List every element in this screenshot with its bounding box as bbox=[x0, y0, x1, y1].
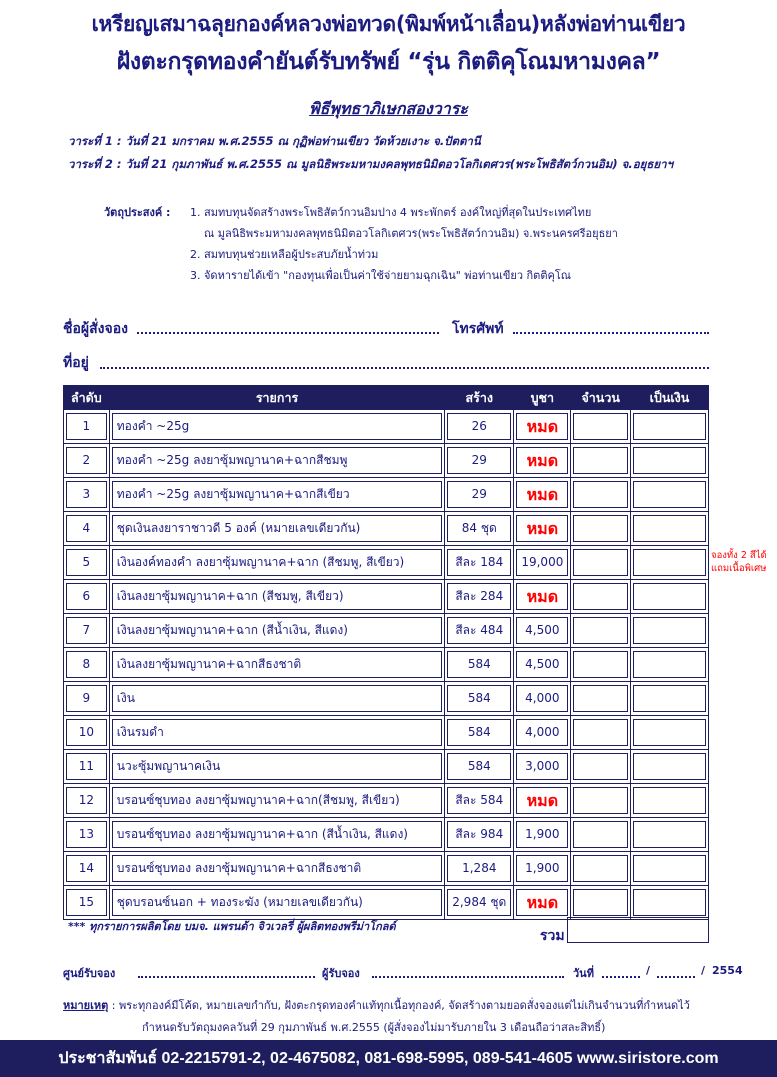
row-item-cell bbox=[109, 818, 444, 852]
receiver-field[interactable] bbox=[372, 976, 564, 978]
row-amount-field[interactable] bbox=[633, 719, 706, 746]
row-number-cell bbox=[64, 580, 110, 614]
row-made: 584 bbox=[447, 685, 511, 712]
row-price: หมด bbox=[516, 481, 568, 508]
row-made: 2,984 ชุด bbox=[447, 889, 511, 916]
center-field[interactable] bbox=[138, 976, 315, 978]
remark-text-1: : พระทุกองค์มีโค้ด, หมายเลขกำกับ, ฝังตะกรุดทองคำแท้ทุกเนื้อทุกองค์, จัดสร้างตามยอดสั่งจองแต่ไม่เกินจำนวนที่กำหนดไว้ bbox=[111, 999, 690, 1012]
row-price-cell bbox=[514, 682, 571, 716]
row-item-cell bbox=[109, 852, 444, 886]
row-price-cell bbox=[514, 410, 571, 444]
table-row bbox=[64, 852, 709, 886]
date-separator-2: / bbox=[701, 964, 706, 977]
row-number-cell bbox=[64, 852, 110, 886]
row-price: หมด bbox=[516, 413, 568, 440]
row-made-cell bbox=[445, 512, 514, 546]
row-quantity-field[interactable] bbox=[573, 753, 628, 780]
header-amount: เป็นเงิน bbox=[630, 386, 708, 410]
row-made-cell bbox=[445, 682, 514, 716]
row-number-cell bbox=[64, 546, 110, 580]
row-price: หมด bbox=[516, 447, 568, 474]
row-number: 11 bbox=[66, 753, 107, 780]
row-quantity-cell bbox=[571, 444, 631, 478]
purpose-label: วัตถุประสงค์ : bbox=[104, 206, 171, 219]
date-day-field[interactable] bbox=[602, 976, 640, 978]
row-item-cell bbox=[109, 444, 444, 478]
row-amount-cell bbox=[630, 512, 708, 546]
row-price-cell bbox=[514, 818, 571, 852]
row-quantity-cell bbox=[571, 750, 631, 784]
row-made-cell bbox=[445, 444, 514, 478]
date-separator-1: / bbox=[646, 964, 651, 977]
order-table bbox=[63, 385, 709, 920]
row-made-cell bbox=[445, 784, 514, 818]
table-row bbox=[64, 410, 709, 444]
row-made-cell bbox=[445, 648, 514, 682]
header-quantity: จำนวน bbox=[571, 386, 631, 410]
date-label: วันที่ bbox=[573, 967, 594, 980]
remark-line-1 bbox=[63, 996, 690, 1014]
row-amount-field[interactable] bbox=[633, 515, 706, 542]
address-field[interactable] bbox=[100, 367, 709, 369]
row-item: ทองคำ ~25g bbox=[112, 413, 442, 440]
row-quantity-field[interactable] bbox=[573, 515, 628, 542]
row-amount-cell bbox=[630, 682, 708, 716]
row-item-cell bbox=[109, 512, 444, 546]
row-price-cell bbox=[514, 750, 571, 784]
total-field[interactable] bbox=[567, 917, 709, 943]
row-amount-field[interactable] bbox=[633, 413, 706, 440]
row-made: 584 bbox=[447, 753, 511, 780]
title-line-2: ฝังตะกรุดทองคำยันต์รับทรัพย์ “รุ่น กิตติคุโณมหามงคล” bbox=[116, 49, 661, 75]
row-number-cell bbox=[64, 886, 110, 920]
row-amount-cell bbox=[630, 886, 708, 920]
row-item: เงินลงยาซุ้มพญานาค+ฉาก (สีชมพู, สีเขียว) bbox=[112, 583, 442, 610]
row-quantity-cell bbox=[571, 716, 631, 750]
header-no: ลำดับ bbox=[64, 386, 110, 410]
row-amount-field[interactable] bbox=[633, 481, 706, 508]
row-item-cell bbox=[109, 478, 444, 512]
row-quantity-field[interactable] bbox=[573, 787, 628, 814]
row-amount-field[interactable] bbox=[633, 855, 706, 882]
row-price: หมด bbox=[516, 583, 568, 610]
row-quantity-field[interactable] bbox=[573, 617, 628, 644]
row-item-cell bbox=[109, 648, 444, 682]
row-price: 4,500 bbox=[516, 651, 568, 678]
row-item: เงินรมดำ bbox=[112, 719, 442, 746]
row-amount-cell bbox=[630, 444, 708, 478]
contact-footer: ประชาสัมพันธ์ 02-2215791-2, 02-4675082, 081-698-5995, 089-541-4605 www.siristore.com bbox=[0, 1040, 777, 1077]
row-price: หมด bbox=[516, 515, 568, 542]
row-made: สีละ 484 bbox=[447, 617, 511, 644]
row-quantity-field[interactable] bbox=[573, 481, 628, 508]
table-row bbox=[64, 478, 709, 512]
row-number-cell bbox=[64, 410, 110, 444]
row-item-cell bbox=[109, 886, 444, 920]
row-price-cell bbox=[514, 886, 571, 920]
row-number-cell bbox=[64, 716, 110, 750]
row-price-cell bbox=[514, 784, 571, 818]
table-row bbox=[64, 444, 709, 478]
date-year: 2554 bbox=[712, 964, 743, 977]
row-item: เงินลงยาซุ้มพญานาค+ฉาก (สีน้ำเงิน, สีแดง) bbox=[112, 617, 442, 644]
row-item-cell bbox=[109, 614, 444, 648]
row-made-cell bbox=[445, 886, 514, 920]
row-number: 12 bbox=[66, 787, 107, 814]
row-quantity-field[interactable] bbox=[573, 821, 628, 848]
date-month-field[interactable] bbox=[657, 976, 695, 978]
name-field[interactable] bbox=[137, 332, 439, 334]
row-number-cell bbox=[64, 444, 110, 478]
row-made: 1,284 bbox=[447, 855, 511, 882]
purpose-item-1-line-2: ณ มูลนิธิพระมหามงคลพุทธนิมิตอวโลกิเตศวร(พระโพธิสัตว์กวนอิม) จ.พระนครศรีอยุธยา bbox=[204, 227, 618, 240]
phone-label: โทรศัพท์ bbox=[452, 321, 504, 337]
row-number: 3 bbox=[66, 481, 107, 508]
row-quantity-cell bbox=[571, 614, 631, 648]
row-amount-cell bbox=[630, 580, 708, 614]
row-number-cell bbox=[64, 818, 110, 852]
row-item-cell bbox=[109, 580, 444, 614]
row-quantity-field[interactable] bbox=[573, 413, 628, 440]
row-price: 1,900 bbox=[516, 821, 568, 848]
row-quantity-cell bbox=[571, 478, 631, 512]
row-price-cell bbox=[514, 444, 571, 478]
row-item: ชุดบรอนซ์นอก + ทองระฆัง (หมายเลขเดียวกัน) bbox=[112, 889, 442, 916]
row-item-cell bbox=[109, 750, 444, 784]
row-item: ชุดเงินลงยาราชาวดี 5 องค์ (หมายเลขเดียวกัน) bbox=[112, 515, 442, 542]
row-amount-cell bbox=[630, 784, 708, 818]
row-made: 29 bbox=[447, 481, 511, 508]
row-quantity-field[interactable] bbox=[573, 651, 628, 678]
row-price-cell bbox=[514, 716, 571, 750]
table-row bbox=[64, 546, 709, 580]
row-amount-cell bbox=[630, 852, 708, 886]
row-quantity-cell bbox=[571, 852, 631, 886]
row-number-cell bbox=[64, 478, 110, 512]
center-label: ศูนย์รับจอง bbox=[63, 967, 116, 980]
header-price: บูชา bbox=[514, 386, 571, 410]
row-number: 1 bbox=[66, 413, 107, 440]
row-quantity-cell bbox=[571, 546, 631, 580]
row-amount-cell bbox=[630, 648, 708, 682]
row-price-cell bbox=[514, 478, 571, 512]
row-item-cell bbox=[109, 546, 444, 580]
row-price-cell bbox=[514, 614, 571, 648]
row-amount-cell bbox=[630, 818, 708, 852]
table-row bbox=[64, 818, 709, 852]
row-price: 4,000 bbox=[516, 685, 568, 712]
row-item: บรอนซ์ชุบทอง ลงยาซุ้มพญานาค+ฉากสีธงชาติ bbox=[112, 855, 442, 882]
row-made-cell bbox=[445, 410, 514, 444]
row-number: 6 bbox=[66, 583, 107, 610]
row-number: 5 bbox=[66, 549, 107, 576]
maker-note: *** ทุกรายการผลิตโดย บมจ. แพรนด้า จิวเวลรี่ ผู้ผลิตทองพรีม่าโกลด์ bbox=[68, 920, 396, 933]
row-quantity-field[interactable] bbox=[573, 889, 628, 916]
table-row bbox=[64, 580, 709, 614]
row-item: บรอนซ์ชุบทอง ลงยาซุ้มพญานาค+ฉาก(สีชมพู, สีเขียว) bbox=[112, 787, 442, 814]
row-price: 4,500 bbox=[516, 617, 568, 644]
title-line-1: เหรียญเสมาฉลุยกองค์หลวงพ่อทวด(พิมพ์หน้าเลื่อน)หลังพ่อท่านเขียว bbox=[91, 12, 686, 36]
row-made-cell bbox=[445, 852, 514, 886]
remark-label: หมายเหตุ bbox=[63, 999, 109, 1012]
row-quantity-cell bbox=[571, 512, 631, 546]
row-item: เงิน bbox=[112, 685, 442, 712]
row-number-cell bbox=[64, 512, 110, 546]
row-price-cell bbox=[514, 648, 571, 682]
receiver-label: ผู้รับจอง bbox=[322, 967, 360, 980]
header-made: สร้าง bbox=[445, 386, 514, 410]
row-amount-cell bbox=[630, 614, 708, 648]
row-number: 13 bbox=[66, 821, 107, 848]
remark-line-2: กำหนดรับวัตถุมงคลวันที่ 29 กุมภาพันธ์ พ.ศ.2555 (ผู้สั่งจองไม่มารับภายใน 3 เดือนถือว่าสละสิทธิ์) bbox=[142, 1021, 606, 1034]
row-number-cell bbox=[64, 614, 110, 648]
row-number-cell bbox=[64, 648, 110, 682]
ceremony-round-2: วาระที่ 2 : วันที่ 21 กุมภาพันธ์ พ.ศ.2555 ณ มูลนิธิพระมหามงคลพุทธนิมิตอวโลกิเตศวร(พระโพธิสัตว์กวนอิม) จ.อยุธยาฯ bbox=[68, 157, 674, 171]
purpose-item-1-line-1: 1. สมทบทุนจัดสร้างพระโพธิสัตว์กวนอิมปาง 4 พระพักตร์ องค์ใหญ่ที่สุดในประเทศไทย bbox=[190, 206, 592, 219]
row-made-cell bbox=[445, 750, 514, 784]
row-item: ทองคำ ~25g ลงยาซุ้มพญานาค+ฉากสีชมพู bbox=[112, 447, 442, 474]
row-made: สีละ 984 bbox=[447, 821, 511, 848]
row-quantity-cell bbox=[571, 784, 631, 818]
row-number: 8 bbox=[66, 651, 107, 678]
row-amount-cell bbox=[630, 410, 708, 444]
row-amount-field[interactable] bbox=[633, 617, 706, 644]
table-row bbox=[64, 682, 709, 716]
row-quantity-field[interactable] bbox=[573, 685, 628, 712]
row-number: 15 bbox=[66, 889, 107, 916]
row-amount-field[interactable] bbox=[633, 787, 706, 814]
table-row bbox=[64, 784, 709, 818]
purpose-item-2: 2. สมทบทุนช่วยเหลือผู้ประสบภัยน้ำท่วม bbox=[190, 248, 379, 261]
ceremony-subtitle: พิธีพุทธาภิเษกสองวาระ bbox=[309, 99, 468, 118]
row-made: สีละ 184 bbox=[447, 549, 511, 576]
row-price-cell bbox=[514, 580, 571, 614]
row-item-cell bbox=[109, 784, 444, 818]
row-made: สีละ 284 bbox=[447, 583, 511, 610]
header-item: รายการ bbox=[109, 386, 444, 410]
row-amount-field[interactable] bbox=[633, 889, 706, 916]
row-item: ทองคำ ~25g ลงยาซุ้มพญานาค+ฉากสีเขียว bbox=[112, 481, 442, 508]
side-note-line-2: แถมเนื้อพิเศษ bbox=[711, 563, 767, 574]
table-row bbox=[64, 648, 709, 682]
table-row bbox=[64, 716, 709, 750]
row-made-cell bbox=[445, 818, 514, 852]
row-made: สีละ 584 bbox=[447, 787, 511, 814]
row-made-cell bbox=[445, 546, 514, 580]
row-quantity-cell bbox=[571, 682, 631, 716]
row-amount-field[interactable] bbox=[633, 753, 706, 780]
row-quantity-cell bbox=[571, 410, 631, 444]
row-price: 3,000 bbox=[516, 753, 568, 780]
row-quantity-field[interactable] bbox=[573, 583, 628, 610]
address-label: ที่อยู่ bbox=[63, 355, 89, 371]
row-quantity-cell bbox=[571, 648, 631, 682]
row-number-cell bbox=[64, 784, 110, 818]
row-made: 584 bbox=[447, 719, 511, 746]
row-amount-field[interactable] bbox=[633, 651, 706, 678]
row-amount-field[interactable] bbox=[633, 447, 706, 474]
row-made-cell bbox=[445, 478, 514, 512]
row-made: 26 bbox=[447, 413, 511, 440]
row-price: 4,000 bbox=[516, 719, 568, 746]
total-label: รวม bbox=[540, 928, 565, 944]
side-note-line-1: จองทั้ง 2 สีได้ bbox=[711, 550, 767, 561]
row-made-cell bbox=[445, 716, 514, 750]
row-number: 10 bbox=[66, 719, 107, 746]
row-quantity-field[interactable] bbox=[573, 855, 628, 882]
purpose-item-3: 3. จัดหารายได้เข้า "กองทุนเพื่อเป็นค่าใช้จ่ายยามฉุกเฉิน" พ่อท่านเขียว กิตติคุโณ bbox=[190, 269, 571, 282]
row-item-cell bbox=[109, 410, 444, 444]
row-item: นวะซุ้มพญานาคเงิน bbox=[112, 753, 442, 780]
row-item: เงินองค์ทองคำ ลงยาซุ้มพญานาค+ฉาก (สีชมพู, สีเขียว) bbox=[112, 549, 442, 576]
row-quantity-field[interactable] bbox=[573, 549, 628, 576]
row-price-cell bbox=[514, 852, 571, 886]
row-price: หมด bbox=[516, 889, 568, 916]
row-made: 84 ชุด bbox=[447, 515, 511, 542]
table-row bbox=[64, 614, 709, 648]
row-number: 9 bbox=[66, 685, 107, 712]
row-amount-cell bbox=[630, 478, 708, 512]
row-made: 29 bbox=[447, 447, 511, 474]
row-amount-field[interactable] bbox=[633, 583, 706, 610]
row-amount-field[interactable] bbox=[633, 821, 706, 848]
row-quantity-cell bbox=[571, 886, 631, 920]
row-price-cell bbox=[514, 546, 571, 580]
row-amount-field[interactable] bbox=[633, 549, 706, 576]
ceremony-round-1: วาระที่ 1 : วันที่ 21 มกราคม พ.ศ.2555 ณ กุฏิพ่อท่านเขียว วัดห้วยเงาะ จ.ปัตตานี bbox=[68, 134, 481, 148]
table-row bbox=[64, 512, 709, 546]
row-amount-cell bbox=[630, 716, 708, 750]
row-made-cell bbox=[445, 614, 514, 648]
row-amount-cell bbox=[630, 750, 708, 784]
row-number: 2 bbox=[66, 447, 107, 474]
row-quantity-field[interactable] bbox=[573, 719, 628, 746]
row-amount-cell bbox=[630, 546, 708, 580]
row-item: เงินลงยาซุ้มพญานาค+ฉากสีธงชาติ bbox=[112, 651, 442, 678]
row-item-cell bbox=[109, 682, 444, 716]
row-item: บรอนซ์ชุบทอง ลงยาซุ้มพญานาค+ฉาก (สีน้ำเงิน, สีแดง) bbox=[112, 821, 442, 848]
row-number: 7 bbox=[66, 617, 107, 644]
row-quantity-cell bbox=[571, 818, 631, 852]
row-item-cell bbox=[109, 716, 444, 750]
table-header-row bbox=[64, 386, 709, 410]
side-note bbox=[711, 549, 767, 575]
row-quantity-field[interactable] bbox=[573, 447, 628, 474]
table-row bbox=[64, 886, 709, 920]
row-number-cell bbox=[64, 750, 110, 784]
row-price: หมด bbox=[516, 787, 568, 814]
table-row bbox=[64, 750, 709, 784]
row-number: 4 bbox=[66, 515, 107, 542]
phone-field[interactable] bbox=[513, 332, 709, 334]
row-price-cell bbox=[514, 512, 571, 546]
row-amount-field[interactable] bbox=[633, 685, 706, 712]
row-made: 584 bbox=[447, 651, 511, 678]
name-label: ชื่อผู้สั่งจอง bbox=[63, 321, 128, 337]
row-quantity-cell bbox=[571, 580, 631, 614]
row-price: 19,000 bbox=[516, 549, 568, 576]
row-made-cell bbox=[445, 580, 514, 614]
row-number-cell bbox=[64, 682, 110, 716]
row-price: 1,900 bbox=[516, 855, 568, 882]
row-number: 14 bbox=[66, 855, 107, 882]
